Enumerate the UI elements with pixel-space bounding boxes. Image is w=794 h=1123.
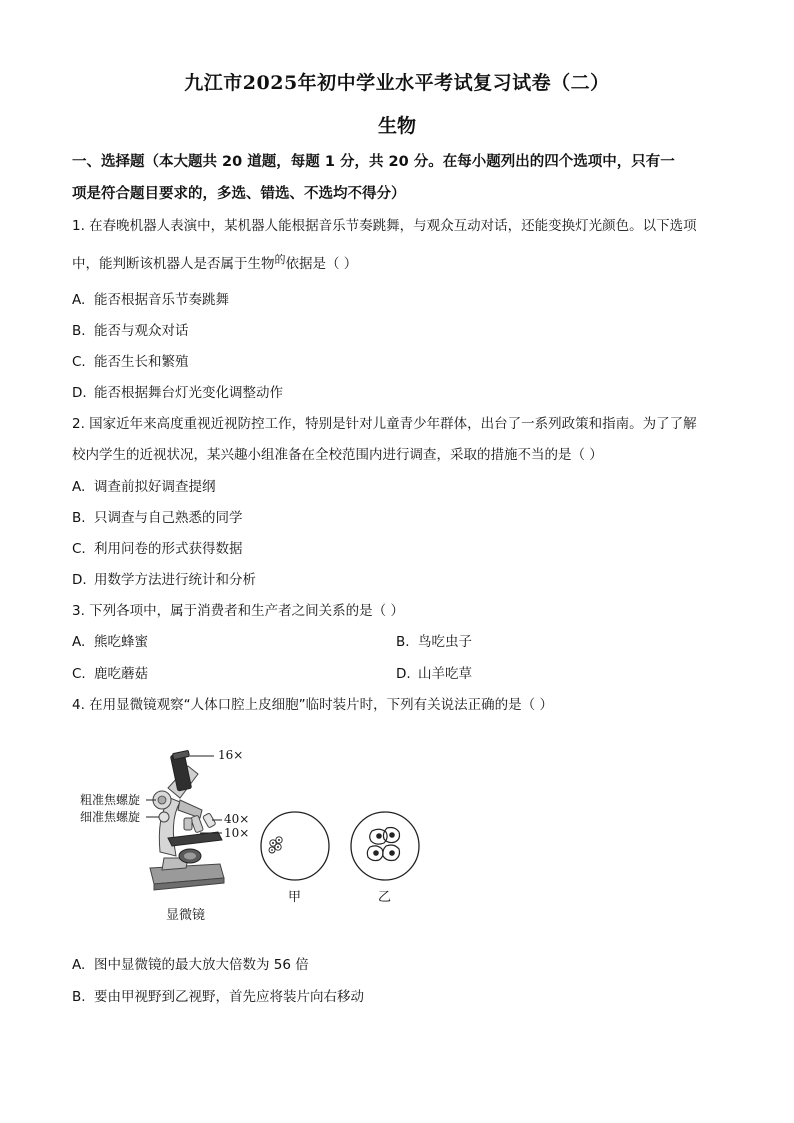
q1-stem-line2	[72, 252, 357, 272]
option-key: D.	[72, 385, 87, 401]
option-key: B.	[72, 510, 86, 526]
option-key: A.	[72, 957, 86, 973]
q1-stem-line1: 1. 在春晚机器人表演中，某机器人能根据音乐节奏跳舞，与观众互动对话，还能变换灯光颜色。以下选项	[72, 218, 697, 234]
q1-stem-line2-text: 中，能判断该机器人是否属于生物	[72, 256, 275, 272]
option-text: 能否生长和繁殖	[94, 354, 189, 370]
q4-option-a[interactable]	[72, 953, 309, 973]
q3-option-b[interactable]	[396, 630, 472, 650]
q1-stem-line2-de: 的	[274, 253, 286, 266]
q2-stem-line2: 校内学生的近视状况，某兴趣小组准备在全校范围内进行调查，采取的措施不当的是（ ）	[72, 447, 603, 463]
option-key: A.	[72, 479, 86, 495]
option-key: B.	[396, 634, 410, 650]
q2-stem-line1: 2. 国家近年来高度重视近视防控工作，特别是针对儿童青少年群体，出台了一系列政策和指南。为了了解	[72, 416, 697, 432]
option-key: C.	[72, 666, 86, 682]
section-heading-line1: 一、选择题（本大题共 20 道题，每题 1 分，共 20 分。在每小题列出的四个选项中，只有一	[72, 154, 675, 170]
q3-option-c[interactable]	[72, 662, 148, 682]
objective-low-label: 10×	[224, 826, 250, 840]
q1-option-d[interactable]	[72, 381, 283, 401]
option-text: 只调查与自己熟悉的同学	[94, 510, 243, 526]
option-text: 用数学方法进行统计和分析	[94, 572, 256, 588]
fine-focus-label: 细准焦螺旋	[80, 810, 141, 824]
option-key: A.	[72, 292, 86, 308]
q2-option-c[interactable]	[72, 537, 243, 557]
view-b-caption: 乙	[378, 890, 392, 905]
view-a-caption: 甲	[288, 890, 302, 905]
q4-option-b[interactable]	[72, 985, 364, 1005]
option-text: 能否根据音乐节奏跳舞	[94, 292, 229, 308]
microscope-figure	[72, 740, 432, 925]
option-key: A.	[72, 634, 86, 650]
objective-high-label: 40×	[224, 812, 250, 826]
option-text: 能否与观众对话	[94, 323, 189, 339]
q3-option-d[interactable]	[396, 662, 472, 682]
q1-option-c[interactable]	[72, 350, 189, 370]
coarse-focus-label: 粗准焦螺旋	[80, 793, 141, 807]
option-text: 图中显微镜的最大放大倍数为 56 倍	[94, 957, 309, 973]
q3-option-a[interactable]	[72, 630, 148, 650]
section-heading-line2: 项是符合题目要求的，多选、错选、不选均不得分）	[72, 186, 406, 202]
option-text: 调查前拟好调查提纲	[94, 479, 216, 495]
subject-title: 生物	[377, 115, 416, 137]
option-text: 利用问卷的形式获得数据	[94, 541, 243, 557]
q1-option-b[interactable]	[72, 319, 189, 339]
q2-option-d[interactable]	[72, 568, 256, 588]
q1-option-a[interactable]	[72, 288, 229, 308]
microscope-caption: 显微镜	[166, 908, 206, 923]
option-text: 鸟吃虫子	[418, 634, 472, 650]
option-key: D.	[72, 572, 87, 588]
q3-stem: 3. 下列各项中，属于消费者和生产者之间关系的是（ ）	[72, 603, 404, 619]
option-key: B.	[72, 989, 86, 1005]
q4-stem: 4. 在用显微镜观察“人体口腔上皮细胞”临时装片时，下列有关说法正确的是（ ）	[72, 697, 553, 713]
q2-option-a[interactable]	[72, 475, 216, 495]
eyepiece-label: 16×	[218, 748, 244, 762]
option-text: 能否根据舞台灯光变化调整动作	[94, 385, 283, 401]
option-text: 山羊吃草	[418, 666, 472, 682]
page-title: 九江市2025年初中学业水平考试复习试卷（二）	[184, 72, 610, 94]
option-text: 要由甲视野到乙视野，首先应将装片向右移动	[94, 989, 364, 1005]
option-key: B.	[72, 323, 86, 339]
option-text: 鹿吃蘑菇	[94, 666, 148, 682]
q2-option-b[interactable]	[72, 506, 243, 526]
option-text: 熊吃蜂蜜	[94, 634, 148, 650]
option-key: C.	[72, 541, 86, 557]
q1-stem-line2-end: 依据是（ ）	[285, 256, 358, 272]
option-key: D.	[396, 666, 411, 682]
option-key: C.	[72, 354, 86, 370]
